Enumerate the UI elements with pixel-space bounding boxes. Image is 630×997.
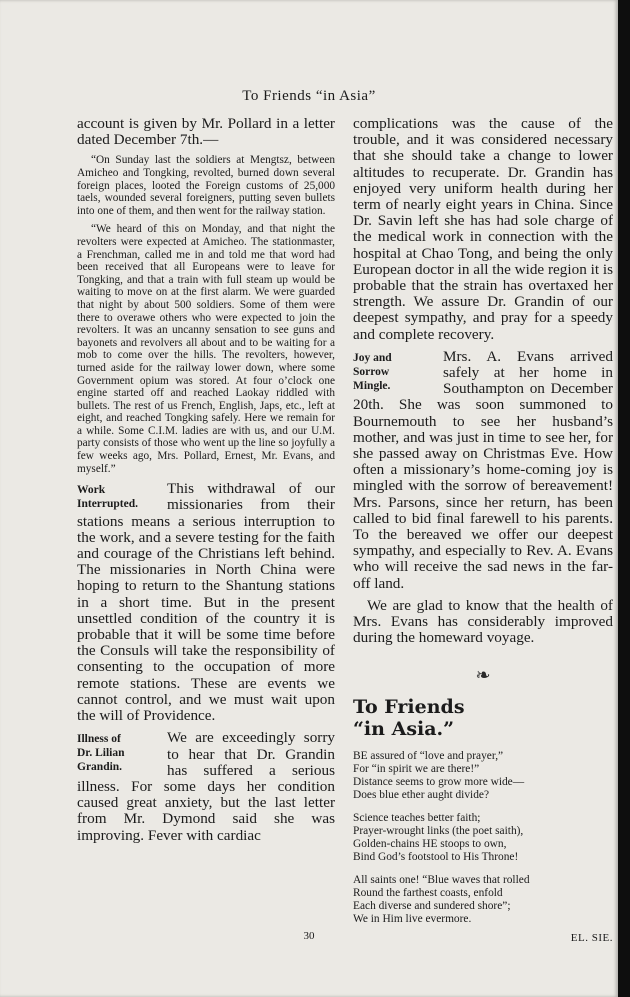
quote-paragraph-1: “On Sunday last the soldiers at Mengtsz, between Amicheo and Tongking, revolted, burned down several foreign places, looted the Foreign customs of 25,000 taels, wounded several foreigners, putting seven bullets into one of them, and then went for the railway station.	[77, 154, 335, 217]
sidehead-work-interrupted: Work Interrupted.	[77, 484, 139, 511]
section-illness	[77, 730, 335, 843]
running-header: To Friends “in Asia”	[242, 88, 376, 104]
health-paragraph: We are glad to know that the health of Mrs. Evans has considerably improved during the homeward voyage.	[353, 596, 613, 647]
poem-title: To Friends “in Asia.”	[353, 695, 465, 740]
continuation-paragraph: complications was the cause of the trouble, and it was considered necessary that she should take a change to lower altitudes to recuperate. Dr. Grandin has enjoyed very uniform health during her term of nearly eight years in China. Since Dr. Savin left she has had sole charge of the medical work in connection with the hospital at Chao Tong, and being the only European doctor in all the wide region it is probable that the strain has overtaxed her strength. We assure Dr. Grandin of our deepest sympathy, and pray for a speedy and complete recovery.	[353, 116, 613, 343]
joy-sorrow-paragraph: Mrs. A. Evans arrived safely at her home in Southampton on December 20th. She was soon summoned to Bournemouth to see her husband’s mother, and was just in time to see her, for she passed away on Christmas Eve. How often a missionary’s home-coming joy is mingled with the sorrow of bereavement! Mrs. Parsons, since her return, has been called to bid final farewell to his parents. To the bereaved we offer our deepest sympathy, and especially to Rev. A. Evans who will receive the sad news in the far-off land.	[353, 347, 613, 592]
page-number: 30	[303, 930, 315, 942]
poem-stanza-2: Science teaches better faith; Prayer-wrought links (the poet saith), Golden-chains HE stoops to own, Bind God’s footstool to His Throne!	[353, 811, 524, 863]
work-interrupted-paragraph: This withdrawal of our missionaries from their stations means a serious interruption to the work, and a severe testing for the faith and courage of the Christians left behind. The missionaries in North China were hoping to return to the Shantung stations in a short time. But in the present unsettled condition of the country it is probable that it will be some time before the Consuls will take the responsibility of consenting to the occupation of more remote stations. These are events we cannot control, and we must wait upon the will of Providence.	[77, 480, 335, 725]
poem-author: EL. SIE.	[570, 931, 613, 944]
page-edge	[618, 0, 630, 997]
left-column	[77, 116, 335, 844]
right-column	[353, 116, 613, 945]
poem-stanza-1: BE assured of “love and prayer,” For “in spirit we are there!” Distance seems to grow more wide— Does blue ether aught divide?	[353, 749, 525, 801]
sidehead-illness: Illness of Dr. Lilian Grandin.	[77, 733, 125, 774]
illness-paragraph: We are exceedingly sorry to hear that Dr. Grandin has suffered a serious illness. For some days her condition caused great anxiety, but the last letter from Mr. Dymond said she was improving. Fever with cardiac	[77, 729, 335, 844]
poem	[353, 750, 613, 945]
section-joy-sorrow	[353, 349, 613, 592]
fleuron-icon: ❧	[475, 664, 491, 685]
poem-stanza-3: All saints one! “Blue waves that rolled Round the farthest coasts, enfold Each diverse and sundered shore”; We in Him live evermore.	[353, 873, 530, 925]
quote-paragraph-2: “We heard of this on Monday, and that night the revolters were expected at Amicheo. The stationmaster, a Frenchman, called me in and told me that word had been received that all Europeans were to leave for Tongking, and that a train with full steam up would be waiting to move on at the first alarm. We were guarded that night by about 500 soldiers. Some of them were there to overawe others who were expected to join the revolters. It was an uncanny sensation to see guns and bayonets and revolvers all about and to be waiting for a mob to come over the hills. The revolters, however, turned aside for the railway lower down, where some Government opium was stored. At four o’clock one engine started off and reached Laokay riddled with bullets. The rest of us French, English, Japs, etc., left at eight, and reached Tongking safely. Here we remain for a while. Some C.I.M. ladies are with us, and our U.M. party consists of those who went up the line so joyfully a few weeks ago, Mrs. Pollard, Ernest, Mr. Evans, and myself.”	[77, 223, 335, 475]
intro-paragraph: account is given by Mr. Pollard in a letter dated December 7th.—	[77, 116, 335, 149]
section-work-interrupted	[77, 481, 335, 724]
sidehead-joy-sorrow: Joy and Sorrow Mingle.	[353, 351, 392, 392]
